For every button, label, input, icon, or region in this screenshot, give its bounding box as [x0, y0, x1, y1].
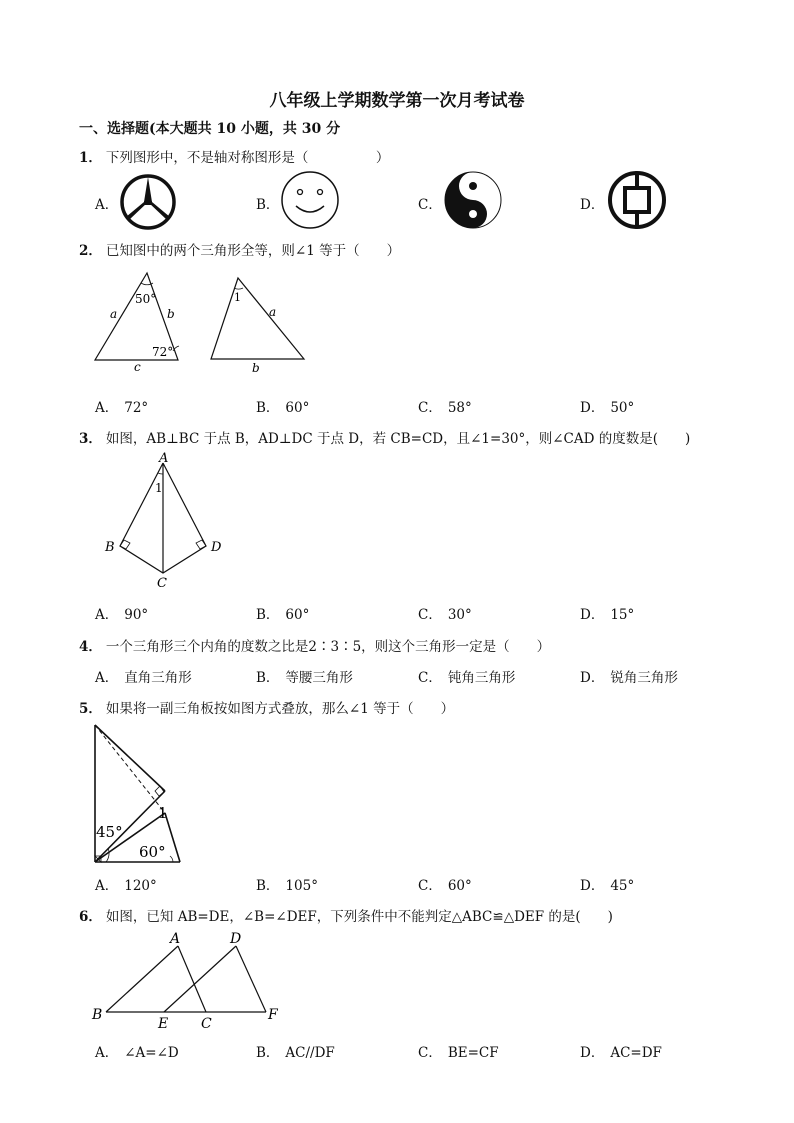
option-letter: B．: [256, 400, 280, 416]
angle-label: 1: [155, 481, 163, 495]
option-text: 45°: [610, 878, 635, 894]
question-text: 已知图中的两个三角形全等，则∠1 等于（ ）: [105, 243, 401, 259]
option-text: 等腰三角形: [285, 670, 353, 686]
option-a[interactable]: [95, 396, 148, 416]
option-letter: B．: [256, 607, 280, 623]
option-text: 105°: [285, 878, 318, 894]
option-b[interactable]: [256, 1041, 335, 1061]
question-text: 如图，已知 AB=DE，∠B=∠DEF，下列条件中不能判定△ABC≌△DEF 的是( ): [105, 909, 613, 925]
side-label: b: [252, 361, 260, 375]
option-a[interactable]: [95, 666, 192, 686]
option-text: 120°: [124, 878, 157, 894]
option-letter: B．: [256, 1045, 280, 1061]
point-label: E: [158, 1016, 169, 1032]
page-title: 八年级上学期数学第一次月考试卷: [269, 91, 525, 111]
question-number: 6．: [79, 909, 102, 925]
angle-label: 60°: [139, 843, 166, 861]
question-4: [79, 635, 550, 655]
point-label: D: [230, 931, 242, 947]
option-c[interactable]: [418, 193, 442, 213]
question-text: 下列图形中，不是轴对称图形是（ ）: [105, 150, 390, 166]
question-3: [79, 427, 690, 447]
kite-figure: [98, 448, 238, 590]
option-letter: D．: [580, 878, 605, 894]
angle-label: 45°: [96, 823, 123, 841]
option-a[interactable]: [95, 874, 157, 894]
question-text: 一个三角形三个内角的度数之比是2∶3∶5，则这个三角形一定是（ ）: [105, 639, 551, 655]
option-letter: C．: [418, 607, 442, 623]
congruent-triangles-figure: [88, 268, 318, 378]
option-letter: A．: [95, 400, 119, 416]
side-label: c: [134, 360, 141, 374]
option-letter: A．: [95, 197, 119, 213]
point-label: C: [157, 576, 167, 590]
option-letter: A．: [95, 607, 119, 623]
ancient-coin-icon: [606, 170, 668, 230]
side-label: a: [269, 305, 277, 319]
point-label: C: [201, 1016, 212, 1032]
angle-label: 1: [234, 291, 241, 304]
point-label: D: [211, 540, 222, 555]
option-letter: D．: [580, 1045, 605, 1061]
option-d[interactable]: [580, 874, 634, 894]
option-a[interactable]: [95, 603, 148, 623]
option-c[interactable]: [418, 874, 472, 894]
option-d[interactable]: [580, 666, 678, 686]
option-text: 60°: [447, 878, 472, 894]
option-letter: A．: [95, 878, 119, 894]
option-d[interactable]: [580, 193, 604, 213]
overlapping-triangles-figure: [88, 926, 288, 1034]
option-b[interactable]: [256, 666, 353, 686]
point-label: B: [92, 1007, 103, 1023]
option-text: 90°: [124, 607, 149, 623]
option-text: 直角三角形: [124, 670, 192, 686]
option-text: 50°: [610, 400, 635, 416]
question-number: 5．: [79, 701, 102, 717]
option-d[interactable]: [580, 396, 634, 416]
side-label: a: [110, 307, 118, 321]
question-number: 4．: [79, 639, 102, 655]
option-letter: D．: [580, 607, 605, 623]
option-text: 60°: [285, 400, 310, 416]
question-number: 1．: [79, 150, 102, 166]
yin-yang-icon: [442, 170, 504, 230]
option-b[interactable]: [256, 193, 279, 213]
point-label: F: [268, 1007, 278, 1023]
option-text: 60°: [285, 607, 310, 623]
option-letter: A．: [95, 670, 119, 686]
option-letter: B．: [256, 197, 280, 213]
option-c[interactable]: [418, 396, 472, 416]
angle-label: 72°: [152, 345, 174, 359]
option-letter: C．: [418, 878, 442, 894]
angle-label: 1: [158, 804, 168, 822]
point-label: B: [105, 540, 115, 555]
option-letter: D．: [580, 197, 605, 213]
option-letter: B．: [256, 670, 280, 686]
question-text: 如果将一副三角板按如图方式叠放，那么∠1 等于（ ）: [105, 701, 455, 717]
smiley-face-icon: [278, 170, 342, 230]
question-number: 3．: [79, 431, 102, 447]
option-b[interactable]: [256, 396, 309, 416]
mercedes-star-icon: [118, 172, 178, 232]
option-d[interactable]: [580, 603, 634, 623]
side-label: b: [167, 307, 175, 321]
option-letter: A．: [95, 1045, 119, 1061]
option-b[interactable]: [256, 603, 309, 623]
option-c[interactable]: [418, 603, 472, 623]
option-text: BE=CF: [447, 1045, 499, 1061]
angle-label: 50°: [135, 292, 157, 306]
question-1: [79, 146, 389, 166]
option-c[interactable]: [418, 666, 515, 686]
point-label: A: [159, 451, 169, 466]
option-a[interactable]: [95, 193, 118, 213]
option-letter: C．: [418, 400, 442, 416]
question-2: [79, 239, 400, 259]
option-text: 30°: [447, 607, 472, 623]
option-text: ∠A=∠D: [124, 1045, 179, 1061]
question-text: 如图，AB⊥BC 于点 B，AD⊥DC 于点 D，若 CB=CD，且∠1=30°，则∠CAD 的度数是( ): [105, 431, 691, 447]
option-letter: C．: [418, 670, 442, 686]
option-letter: C．: [418, 197, 442, 213]
option-text: 15°: [610, 607, 635, 623]
option-text: AC//DF: [285, 1045, 335, 1061]
option-text: 钝角三角形: [447, 670, 516, 686]
question-5: [79, 697, 454, 717]
set-squares-figure: [88, 720, 188, 868]
option-text: 58°: [447, 400, 472, 416]
option-c[interactable]: [418, 1041, 499, 1061]
option-letter: B．: [256, 878, 280, 894]
point-label: A: [170, 931, 181, 947]
option-b[interactable]: [256, 874, 318, 894]
option-letter: C．: [418, 1045, 442, 1061]
section-heading: 一、选择题(本大题共 10 小题，共 30 分: [79, 121, 341, 137]
question-6: [79, 905, 613, 925]
option-d[interactable]: [580, 1041, 662, 1061]
option-letter: D．: [580, 670, 605, 686]
question-number: 2．: [79, 243, 102, 259]
option-text: 72°: [124, 400, 149, 416]
option-text: AC=DF: [610, 1045, 662, 1061]
option-letter: D．: [580, 400, 605, 416]
option-text: 锐角三角形: [610, 670, 678, 686]
option-a[interactable]: [95, 1041, 179, 1061]
